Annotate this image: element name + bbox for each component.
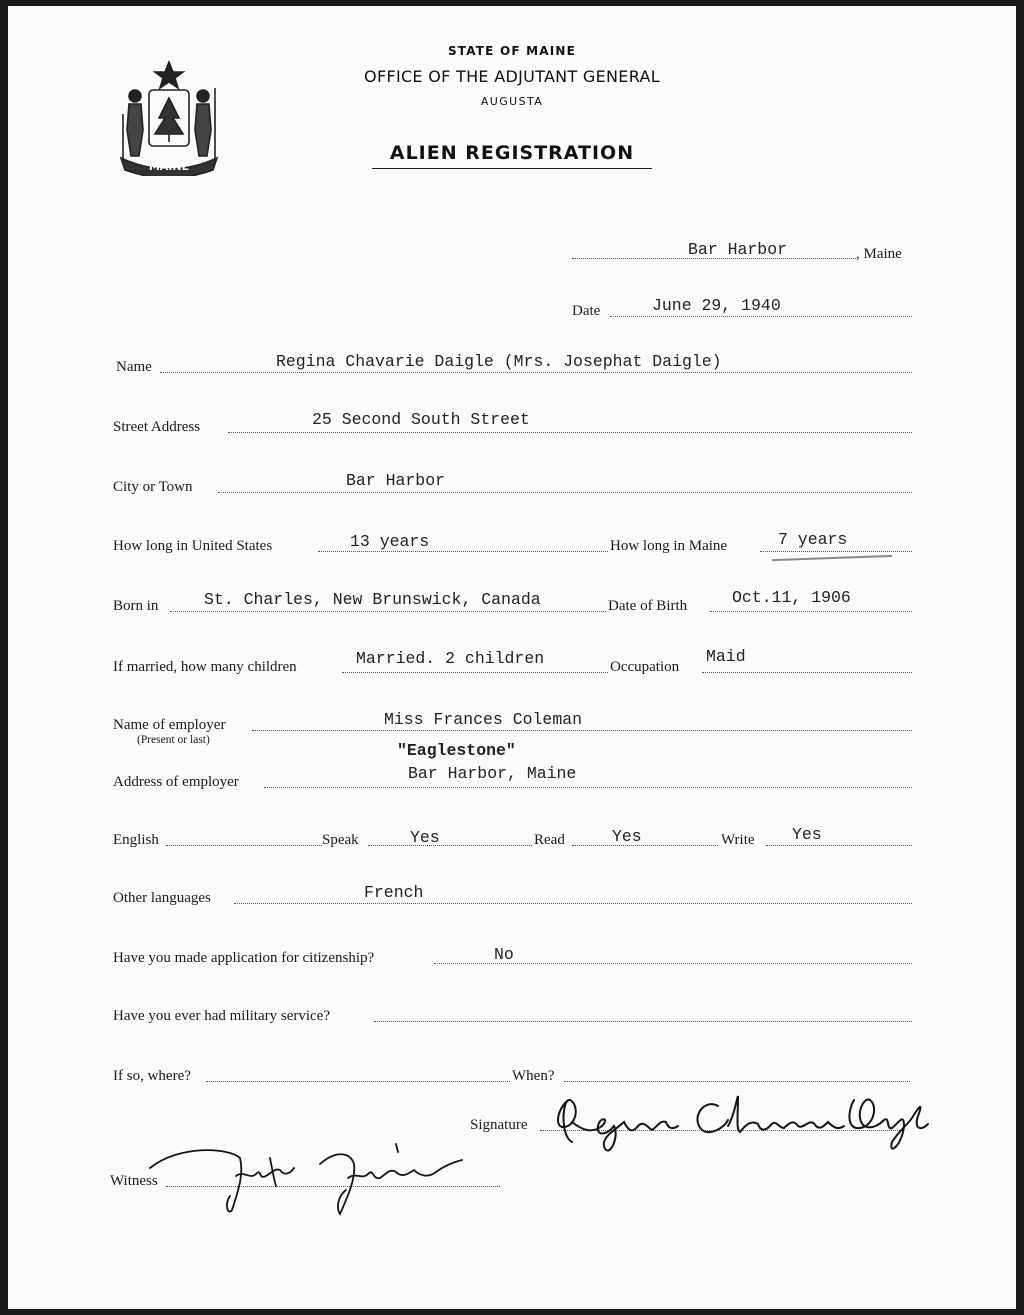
english-label: English [113,832,159,848]
when-label: When? [512,1068,555,1084]
dob-value: Oct.11, 1906 [732,588,851,607]
read-value: Yes [612,827,642,846]
where-label: If so, where? [113,1068,191,1084]
occupation-value: Maid [706,647,746,666]
read-label: Read [534,832,565,848]
us-time-label: How long in United States [113,538,273,554]
other-languages-value: French [364,883,424,902]
name-value: Regina Chavarie Daigle (Mrs. Josephat Daigle) [276,352,722,371]
maine-time-value: 7 years [778,530,848,549]
born-value: St. Charles, New Brunswick, Canada [204,590,541,609]
name-label: Name [116,359,152,375]
date-value: June 29, 1940 [652,296,781,315]
write-label: Write [721,832,755,848]
city-heading: AUGUSTA [480,95,544,108]
title-underline [372,168,652,169]
dob-label: Date of Birth [608,598,688,614]
city-value: Bar Harbor [346,471,446,490]
born-label: Born in [113,598,159,614]
children-value: Married. 2 children [356,649,545,668]
place-value: Bar Harbor [688,240,788,259]
other-languages-label: Other languages [113,890,211,906]
applicant-signature [548,1086,948,1160]
military-label: Have you ever had military service? [113,1008,330,1024]
employer-address-label: Address of employer [113,774,239,790]
employer-value: Miss Frances Coleman [384,710,583,729]
employer-label: Name of employer [113,717,226,733]
form-title: ALIEN REGISTRATION [389,142,635,164]
city-label: City or Town [113,479,193,495]
place-suffix: , Maine [856,246,902,262]
signature-label: Signature [470,1117,528,1133]
speak-label: Speak [322,832,359,848]
employer-value-2: "Eaglestone" [397,741,516,760]
employer-address-value: Bar Harbor, Maine [408,764,577,783]
occupation-label: Occupation [610,659,680,675]
state-heading: STATE OF MAINE [447,44,577,58]
street-value: 25 Second South Street [312,410,530,429]
us-time-value: 13 years [350,532,430,551]
street-label: Street Address [113,419,201,435]
witness-signature [140,1134,470,1218]
citizenship-label: Have you made application for citizenship? [113,950,375,966]
svg-text:MAINE: MAINE [148,160,190,173]
witness-label: Witness [110,1173,158,1189]
maine-time-label: How long in Maine [610,538,728,554]
office-heading: OFFICE OF THE ADJUTANT GENERAL [364,67,660,86]
children-label: If married, how many children [113,659,297,675]
citizenship-value: No [494,945,514,964]
employer-sublabel: (Present or last) [137,734,210,746]
speak-value: Yes [410,828,440,847]
write-value: Yes [792,825,822,844]
date-label: Date [572,303,601,319]
